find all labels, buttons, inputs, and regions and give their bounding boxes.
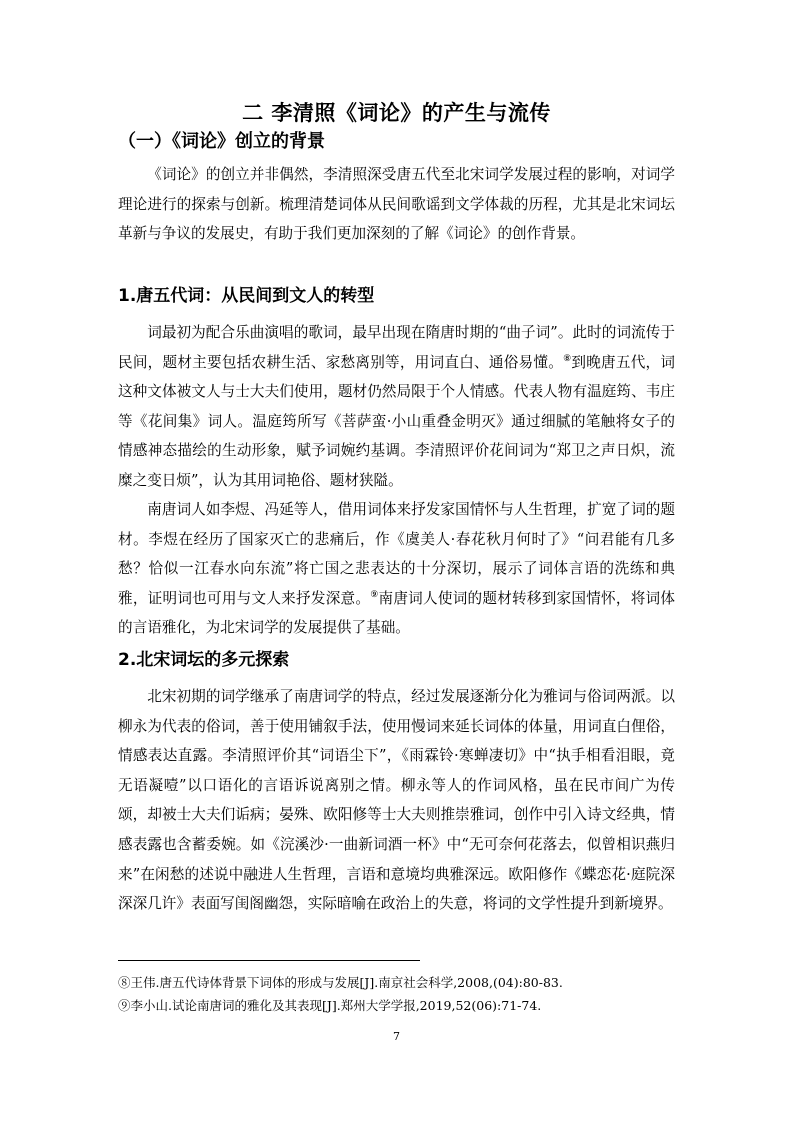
footnote-divider	[118, 960, 420, 961]
subsection-1-title: 1.唐五代词：从民间到文人的转型	[118, 286, 375, 306]
footnote-ref-9: ⑨	[370, 589, 379, 600]
section-title: （一）《词论》创立的背景	[118, 131, 325, 152]
footnote-9: ⑨李小山.试论南唐词的雅化及其表现[J].郑州大学学报,2019,52(06):71-74.	[118, 998, 542, 1013]
page-number: 7	[393, 1030, 400, 1043]
subsection-1-paragraph-2	[118, 495, 675, 643]
paragraph-text: 到晚唐五代，词这种文体被文人与士大夫们使用，题材仍然局限于个人情感。代表人物有温庭筠、韦庄等《花间集》词人。温庭筠所写《菩萨蛮·小山重叠金明灭》通过细腻的笔触将女子的情感神态描绘的生动形象，赋予词婉约基调。李清照评价花间词为“郑卫之声日炽，流糜之变日烦”，认为其用词艳俗、题材狭隘。	[118, 353, 675, 489]
footnote-8: ⑧王伟.唐五代诗体背景下词体的形成与发展[J].南京社会科学,2008,(04):80-83.	[118, 975, 563, 990]
paragraph-text: 南唐词人使词的题材转移到家国情怀，将词体的言语雅化，为北宋词学的发展提供了基础。	[118, 589, 675, 637]
paragraph-text: 南唐词人如李煜、冯延等人，借用词体来抒发家国情怀与人生哲理，扩宽了词的题材。李煜在经历了国家灭亡的悲痛后，作《虞美人·春花秋月何时了》“问君能有几多愁？恰似一江春水向东流”将亡国之悲表达的十分深切，展示了词体言语的洗练和典雅，证明词也可用与文人来抒发深意。	[118, 501, 675, 607]
footnote-ref-8: ⑧	[563, 353, 572, 364]
subsection-1-paragraph-1	[118, 318, 675, 496]
subsection-2-paragraph-1: 北宋初期的词学继承了南唐词学的特点，经过发展逐渐分化为雅词与俗词两派。以柳永为代表的俗词，善于使用铺叙手法，使用慢词来延长词体的体量，用词直白俚俗，情感表达直露。李清照评价其“词语尘下”，《雨霖铃·寒蝉凄切》中“执手相看泪眼，竟无语凝噎”以口语化的言语诉说离别之情。柳永等人的作词风格，虽在民市间广为传颂，却被士大夫们诟病；晏殊、欧阳修等士大夫则推崇雅词，创作中引入诗文经典，情感表露也含蓄委婉。如《浣溪沙·一曲新词酒一杯》中“无可奈何花落去，似曾相识燕归来”在闲愁的述说中融进人生哲理，言语和意境均典雅深远。欧阳修作《蝶恋花·庭院深深深几许》表面写闺阁幽怨，实际暗喻在政治上的失意，将词的文学性提升到新境界。	[118, 688, 675, 913]
subsection-2-title: 2.北宋词坛的多元探索	[118, 650, 290, 670]
paragraph-text: 词最初为配合乐曲演唱的歌词，最早出现在隋唐时期的“曲子词”。此时的词流传于民间，题材主要包括农耕生活、家愁离别等，用词直白、通俗易懂。	[118, 324, 675, 371]
intro-paragraph: 《词论》的创立并非偶然，李清照深受唐五代至北宋词学发展过程的影响，对词学理论进行的探索与创新。梳理清楚词体从民间歌谣到文学体裁的历程，尤其是北宋词坛革新与争议的发展史，有助于我们更加深刻的了解《词论》的创作背景。	[118, 166, 675, 243]
chapter-title: 二 李清照《词论》的产生与流传	[242, 101, 551, 125]
